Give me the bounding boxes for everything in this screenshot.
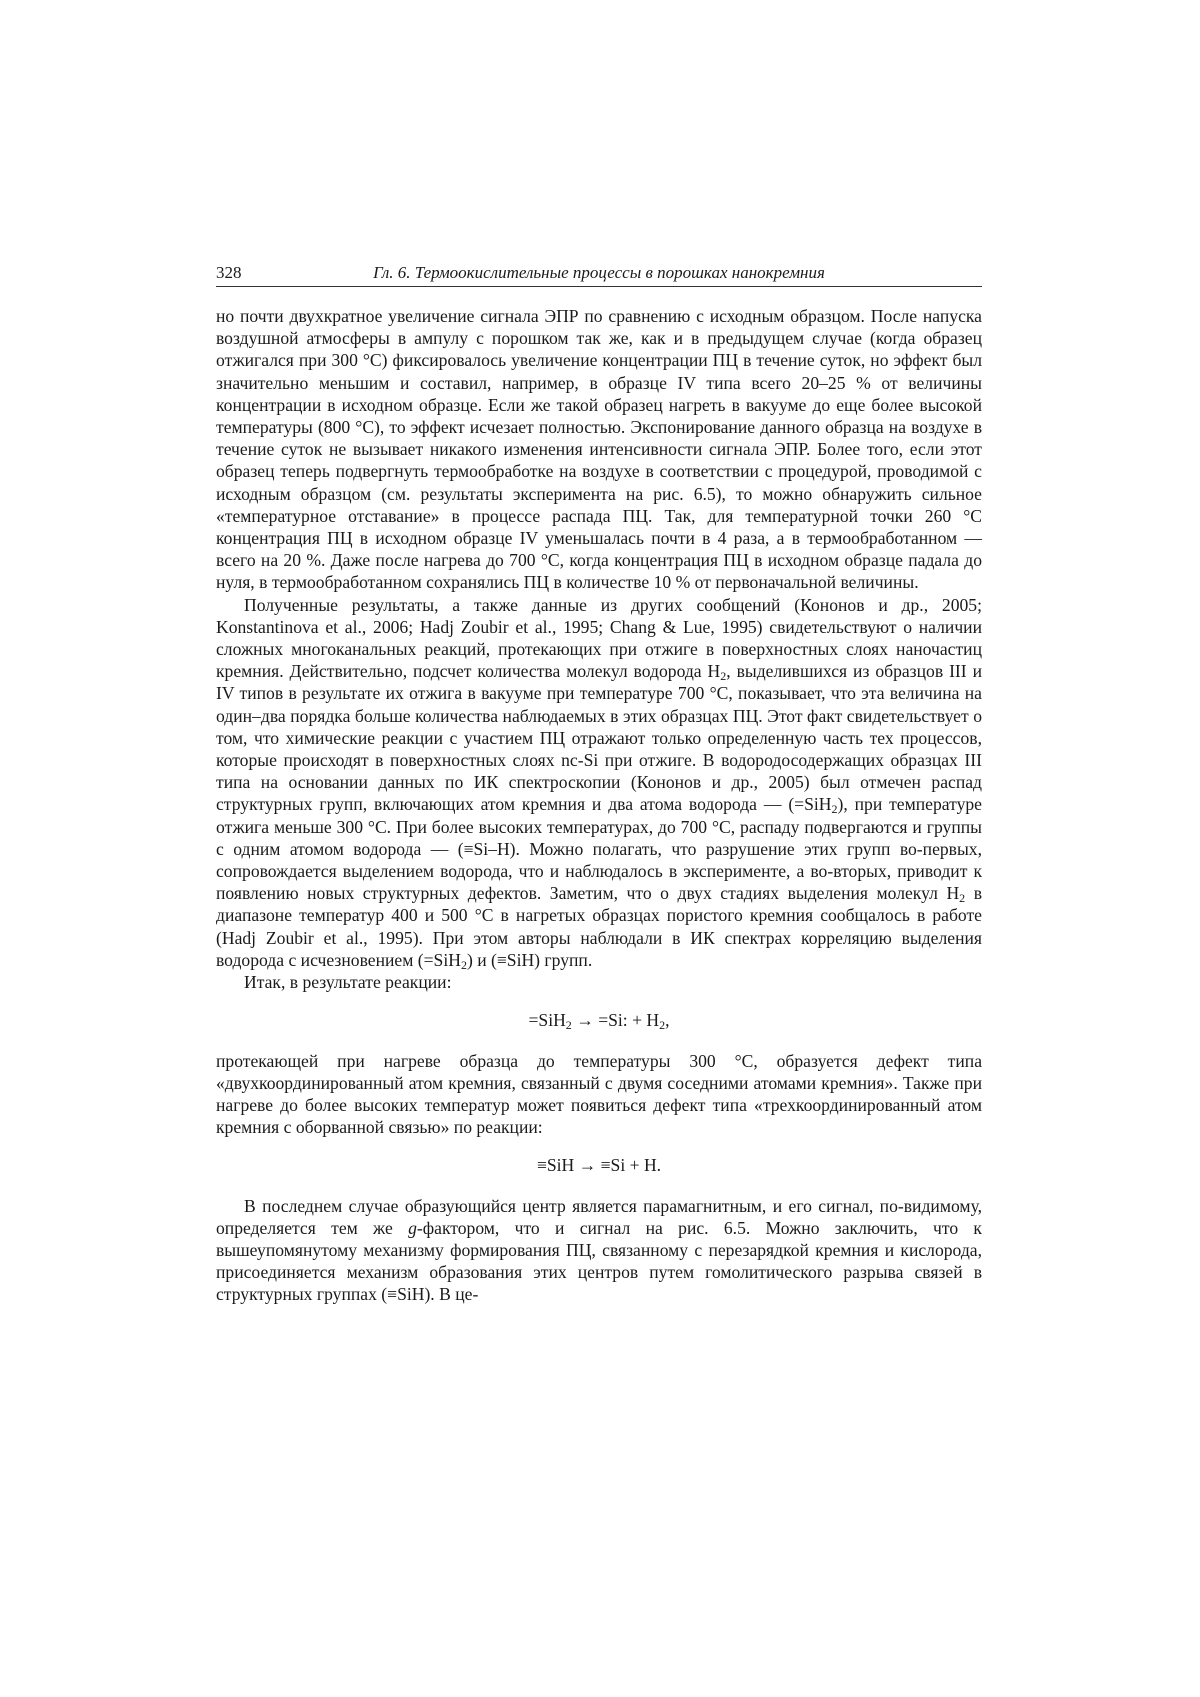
reaction-formula-1 [216, 1009, 982, 1031]
paragraph-3: Итак, в результате реакции: [244, 972, 452, 993]
formula-1-part-b: → =Si: + H [571, 1010, 660, 1031]
paragraph-2-text-c: ), при температуре отжига меньше 300 °C. При более высоких температурах, до 700 °C, распаду подвергаются и группы с одним атомом водорода — (≡Si–H). Можно полагать, что разрушение этих групп во-первых, сопровождается выделением водорода, что и наблюдалось в эксперименте, а во-вторых, приводит к появлению новых структурных дефектов. Заметим, что о двух стадиях выделения молекул H [216, 794, 982, 904]
paragraph-2 [216, 594, 982, 971]
paragraph-5 [216, 1195, 982, 1306]
paragraph-4: протекающей при нагреве образца до температуры 300 °C, образуется дефект типа «двухкоординированный атом кремния, связанный с двумя соседними атомами кремния». Также при нагреве до более высоких температур может появиться дефект типа «трехкоординированный атом кремния с оборванной связью» по реакции: [216, 1050, 982, 1138]
page-number: 328 [216, 263, 242, 282]
running-head [216, 262, 982, 287]
paragraph-2-text-b: , выделившихся из образцов III и IV типов в результате их отжига в вакууме при температуре 700 °C, показывает, что эта величина на один–два порядка больше количества наблюдаемых в этих образцах ПЦ. Этот факт свидетельствует о том, что химические реакции с участием ПЦ отражают только определенную часть тех процессов, которые происходят в поверхностных слоях nc-Si при отжиге. В водородосодержащих образцах III типа на основании данных по ИК спектроскопии (Кононов и др., 2005) был отмечен распад структурных групп, включающих атом кремния и два атома водорода — (=SiH [216, 661, 982, 815]
subscript: 2 [565, 1018, 572, 1033]
chapter-title: Гл. 6. Термоокислительные процессы в порошках нанокремния [373, 263, 825, 282]
formula-1-part-c: , [665, 1010, 670, 1031]
paragraph-5-text-a: В последнем случае образующийся центр является парамагнитным, и его сигнал, по-видимому, определяется тем же [216, 1195, 982, 1238]
subscript: 2 [831, 802, 838, 817]
subscript: 2 [720, 669, 727, 684]
body-text [216, 305, 982, 1306]
subscript: 2 [959, 891, 966, 906]
formula-1-part-a: =SiH [528, 1010, 566, 1031]
g-factor-symbol: g [408, 1217, 417, 1238]
paragraph-2-text-d: в диапазоне температур 400 и 500 °C в нагретых образцах пористого кремния сообщалось в работе (Hadj Zoubir et al., 1995). При этом авторы наблюдали в ИК спектрах корреляцию выделения водорода с исчезновением (=SiH [216, 883, 982, 970]
paragraph-5-text-b: -фактором, что и сигнал на рис. 6.5. Можно заключить, что к вышеупомянутому механизму формирования ПЦ, связанному с перезарядкой кремния и кислорода, присоединяется механизм образования этих центров путем гомолитического разрыва связей в структурных группах (≡SiH). В це- [216, 1217, 982, 1305]
paragraph-2-text-a: Полученные результаты, а также данные из других сообщений (Кононов и др., 2005; Konstantinova et al., 2006; Hadj Zoubir et al., 1995; Chang & Lue, 1995) свидетельствуют о наличии сложных многоканальных реакций, протекающих при отжиге в поверхностных слоях наночастиц кремния. Действительно, подсчет количества молекул водорода H [216, 594, 982, 682]
subscript: 2 [659, 1018, 666, 1033]
paragraph-2-text-e: ) и (≡SiH) групп. [466, 949, 593, 970]
reaction-formula-2: ≡SiH → ≡Si + H. [536, 1155, 662, 1176]
paragraph-1: но почти двухкратное увеличение сигнала ЭПР по сравнению с исходным образцом. После напуска воздушной атмосферы в ампулу с порошком так же, как и в предыдущем случае (когда образец отжигался при 300 °C) фиксировалось увеличение концентрации ПЦ в течение суток, но эффект был значительно меньшим и составил, например, в образце IV типа всего 20–25 % от величины концентрации в исходном образце. Если же такой образец нагреть в вакууме до еще более высокой температуры (800 °C), то эффект исчезает полностью. Экспонирование данного образца на воздухе в течение суток не вызывает никакого изменения интенсивности сигнала ЭПР. Более того, если этот образец теперь подвергнуть термообработке на воздухе в соответствии с процедурой, проводимой с исходным образцом (см. результаты эксперимента на рис. 6.5), то можно обнаружить сильное «температурное отставание» в процессе распада ПЦ. Так, для температурной точки 260 °C концентрация ПЦ в исходном образце IV уменьшалась почти в 4 раза, а в термообработанном — всего на 20 %. Даже после нагрева до 700 °C, когда концентрация ПЦ в исходном образце падала до нуля, в термообработанном сохранялись ПЦ в количестве 10 % от первоначальной величины. [216, 306, 982, 593]
subscript: 2 [460, 957, 467, 972]
